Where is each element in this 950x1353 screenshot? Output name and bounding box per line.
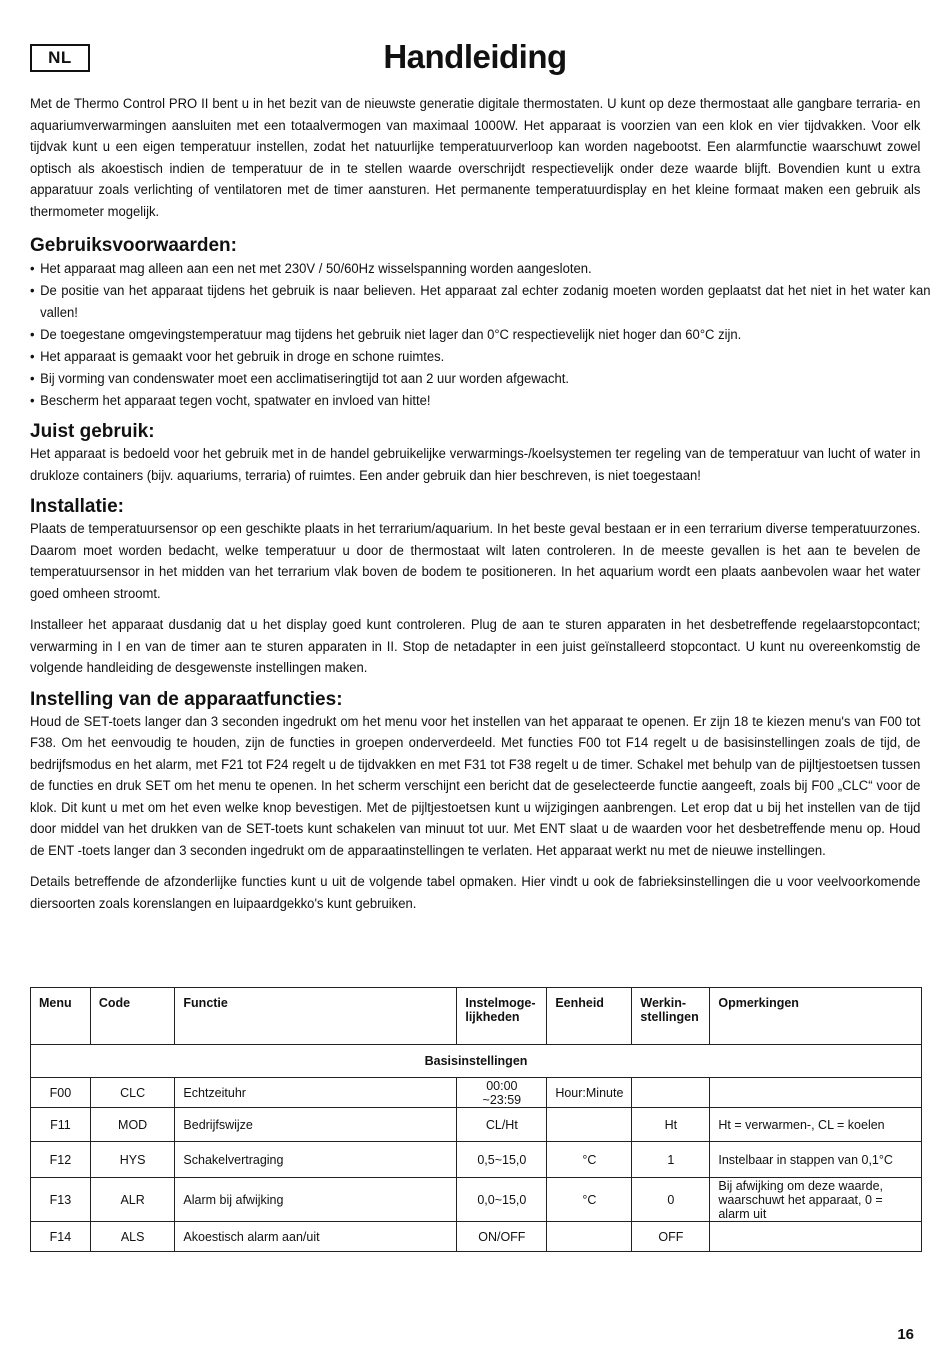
cell-default: OFF: [632, 1222, 710, 1252]
installation-paragraph-1: Plaats de temperatuursensor op een geschikte plaats in het terrarium/aquarium. In het beste geval bestaan er in een terrarium diverse temperatuurzones. Daarom moet worden bedacht, welke temperatuur u door de thermostaat wilt laten controleren. In de meeste gevallen is het aan te bevelen de temperatuursensor in het midden van het terrarium vlak boven de bodem te positioneren. In het aquarium wordt een plaats aanbevolen waar het water goed omheen stroomt.: [30, 521, 921, 602]
list-item: • Bescherm het apparaat tegen vocht, spatwater en invloed van hitte!: [30, 390, 931, 412]
header-menu: Menu: [31, 988, 91, 1045]
cell-unit: [547, 1222, 632, 1252]
proper-use-heading: Juist gebruik:: [30, 421, 155, 442]
cell-options: 0,5~15,0: [457, 1142, 547, 1178]
cell-options: 0,0~15,0: [457, 1178, 547, 1222]
cell-remarks: Bij afwijking om deze waarde, waarschuwt het apparaat, 0 = alarm uit: [710, 1178, 922, 1222]
page-number: 16: [897, 1326, 914, 1343]
settings-heading: Instelling van de apparaatfuncties:: [30, 688, 343, 710]
cell-code: CLC: [90, 1078, 175, 1108]
header-function: Functie: [175, 988, 457, 1045]
cell-code: MOD: [90, 1108, 175, 1142]
cell-default: 1: [632, 1142, 710, 1178]
cell-unit: [547, 1108, 632, 1142]
cell-menu: F11: [31, 1108, 91, 1142]
cell-code: ALS: [90, 1222, 175, 1252]
cell-default: 0: [632, 1178, 710, 1222]
table-row: [31, 1222, 922, 1252]
language-badge: NL: [30, 44, 90, 72]
installation-paragraph-2: Installeer het apparaat dusdanig dat u het display goed kunt controleren. Plug de aan te sturen apparaten in het desbetreffende regelaarstopcontact; verwarming in I en van de timer aan te sturen apparaten in II. Stop de netadapter in een juist geïnstalleerd stopcontact. U kunt nu overeenkomstig de volgende handleiding de desgewenste instellingen maken.: [30, 617, 921, 676]
cell-menu: F13: [31, 1178, 91, 1222]
cell-function: Alarm bij afwijking: [175, 1178, 457, 1222]
cell-options: ON/OFF: [457, 1222, 547, 1252]
cell-options: CL/Ht: [457, 1108, 547, 1142]
settings-paragraph-1: Houd de SET-toets langer dan 3 seconden ingedrukt om het menu voor het instellen van het apparaat te openen. Er zijn 18 te kiezen menu's van F00 tot F38. Om het eenvoudig te houden, zijn de functies in groepen onderverdeeld. Met functies F00 tot F14 regelt u de basisinstellingen zoals de tijd, de bedrijfsmodus en het alarm, met F21 tot F24 regelt u de tijdvakken en met F31 tot F38 regelt u de timer. Schakel met behulp van de pijltjestoetsen tussen de functies en druk SET om het menu te openen. In het scherm verschijnt een bericht dat de geselecteerde functie aangeeft, zoals bij F00 „CLC“ voor de klok. Dit kunt u met om het even welke knop bevestigen. Met de pijltjestoetsen kunt u wijzigingen aanbrengen. Let erop dat u bij het instellen van de tijd door middel van het drukken van de SET-toets kunt schakelen van minuut tot uur. Met ENT slaat u de waarden voor het desbetreffende menu op. Houd de ENT -toets langer dan 3 seconden ingedrukt om de apparaatinstellingen te verlaten. Het apparaat werkt nu met de nieuwe instellingen.: [30, 713, 921, 859]
installation-section: [30, 495, 922, 680]
document-body: [30, 94, 931, 915]
settings-paragraph-2: Details betreffende de afzonderlijke functies kunt u uit de volgende tabel opmaken. Hier vindt u ook de fabrieksinstellingen die u voor veelvoorkomende diersoorten zoals korenslangen en luipaardgekko's kunt gebruiken.: [30, 874, 921, 912]
conditions-list: [30, 258, 931, 412]
cell-function: Schakelvertraging: [175, 1142, 457, 1178]
list-item: • De positie van het apparaat tijdens het gebruik is naar believen. Het apparaat zal echter zodanig moeten worden geplaatst dat het niet in het water kan vallen!: [30, 280, 931, 324]
proper-use-section: [30, 420, 922, 487]
conditions-section: [30, 234, 931, 412]
table-header-row: [31, 988, 922, 1045]
cell-code: HYS: [90, 1142, 175, 1178]
group-row: [31, 1045, 922, 1078]
cell-unit: °C: [547, 1142, 632, 1178]
cell-function: Echtzeituhr: [175, 1078, 457, 1108]
functions-table: [30, 987, 922, 1252]
cell-remarks: [710, 1078, 922, 1108]
table-row: [31, 1178, 922, 1222]
cell-options: 00:00 ~23:59: [457, 1078, 547, 1108]
header-unit: Eenheid: [547, 988, 632, 1045]
cell-unit: Hour:Minute: [547, 1078, 632, 1108]
cell-remarks: Ht = verwarmen-, CL = koelen: [710, 1108, 922, 1142]
settings-section: [30, 688, 922, 916]
cell-remarks: Instelbaar in stappen van 0,1°C: [710, 1142, 922, 1178]
header-code: Code: [90, 988, 175, 1045]
list-item: • Het apparaat is gemaakt voor het gebruik in droge en schone ruimtes.: [30, 346, 931, 368]
list-item: • De toegestane omgevingstemperatuur mag tijdens het gebruik niet lager dan 0°C respectievelijk niet hoger dan 60°C zijn.: [30, 324, 931, 346]
cell-menu: F14: [31, 1222, 91, 1252]
installation-heading: Installatie:: [30, 496, 124, 517]
list-item: • Bij vorming van condenswater moet een acclimatiseringtijd tot aan 2 uur worden afgewacht.: [30, 368, 931, 390]
cell-default: [632, 1078, 710, 1108]
cell-menu: F00: [31, 1078, 91, 1108]
cell-default: Ht: [632, 1108, 710, 1142]
proper-use-paragraph: Het apparaat is bedoeld voor het gebruik met in de handel gebruikelijke verwarmings-/koelsystemen ter regeling van de temperatuur van lucht of water in drukloze containers (bijv. aquariums, terraria) of ruimtes. Een ander gebruik dan hier beschreven, is niet toegestaan!: [30, 446, 921, 484]
table-row: [31, 1078, 922, 1108]
cell-code: ALR: [90, 1178, 175, 1222]
conditions-heading: Gebruiksvoorwaarden:: [30, 235, 237, 256]
cell-unit: °C: [547, 1178, 632, 1222]
cell-menu: F12: [31, 1142, 91, 1178]
page-title: Handleiding: [383, 38, 567, 75]
intro-paragraph: Met de Thermo Control PRO II bent u in het bezit van de nieuwste generatie digitale thermostaten. U kunt op deze thermostaat alle gangbare terraria- en aquariumverwarmingen aansluiten met een totaalvermogen van maximaal 1000W. Het apparaat is voorzien van een klok en vier tijdvakken. Voor elk tijdvak kunt u een eigen temperatuur instellen, zodat het natuurlijke temperatuurverloop kan worden nagebootst. Een alarmfunctie waarschuwt zowel optisch als akoestisch indien de temperatuur de in te stellen waarde overschrijdt respectievelijk onder deze waarde blijft. Bovendien kunt u extra apparatuur zoals verlichting of ventilatoren met de timer aansturen. Het permanente temperatuurdisplay en het kleine formaat maken een gebruik als thermometer mogelijk.: [30, 96, 921, 220]
table-row: [31, 1108, 922, 1142]
list-item: • Het apparaat mag alleen aan een net met 230V / 50/60Hz wisselspanning worden aangesloten.: [30, 258, 931, 280]
cell-remarks: [710, 1222, 922, 1252]
table-row: [31, 1142, 922, 1178]
cell-function: Bedrijfswijze: [175, 1108, 457, 1142]
cell-function: Akoestisch alarm aan/uit: [175, 1222, 457, 1252]
group-label: Basisinstellingen: [31, 1045, 922, 1078]
header-default: Werkin-stellingen: [632, 988, 710, 1045]
header-options: Instelmoge-lijkheden: [457, 988, 547, 1045]
header-remarks: Opmerkingen: [710, 988, 922, 1045]
